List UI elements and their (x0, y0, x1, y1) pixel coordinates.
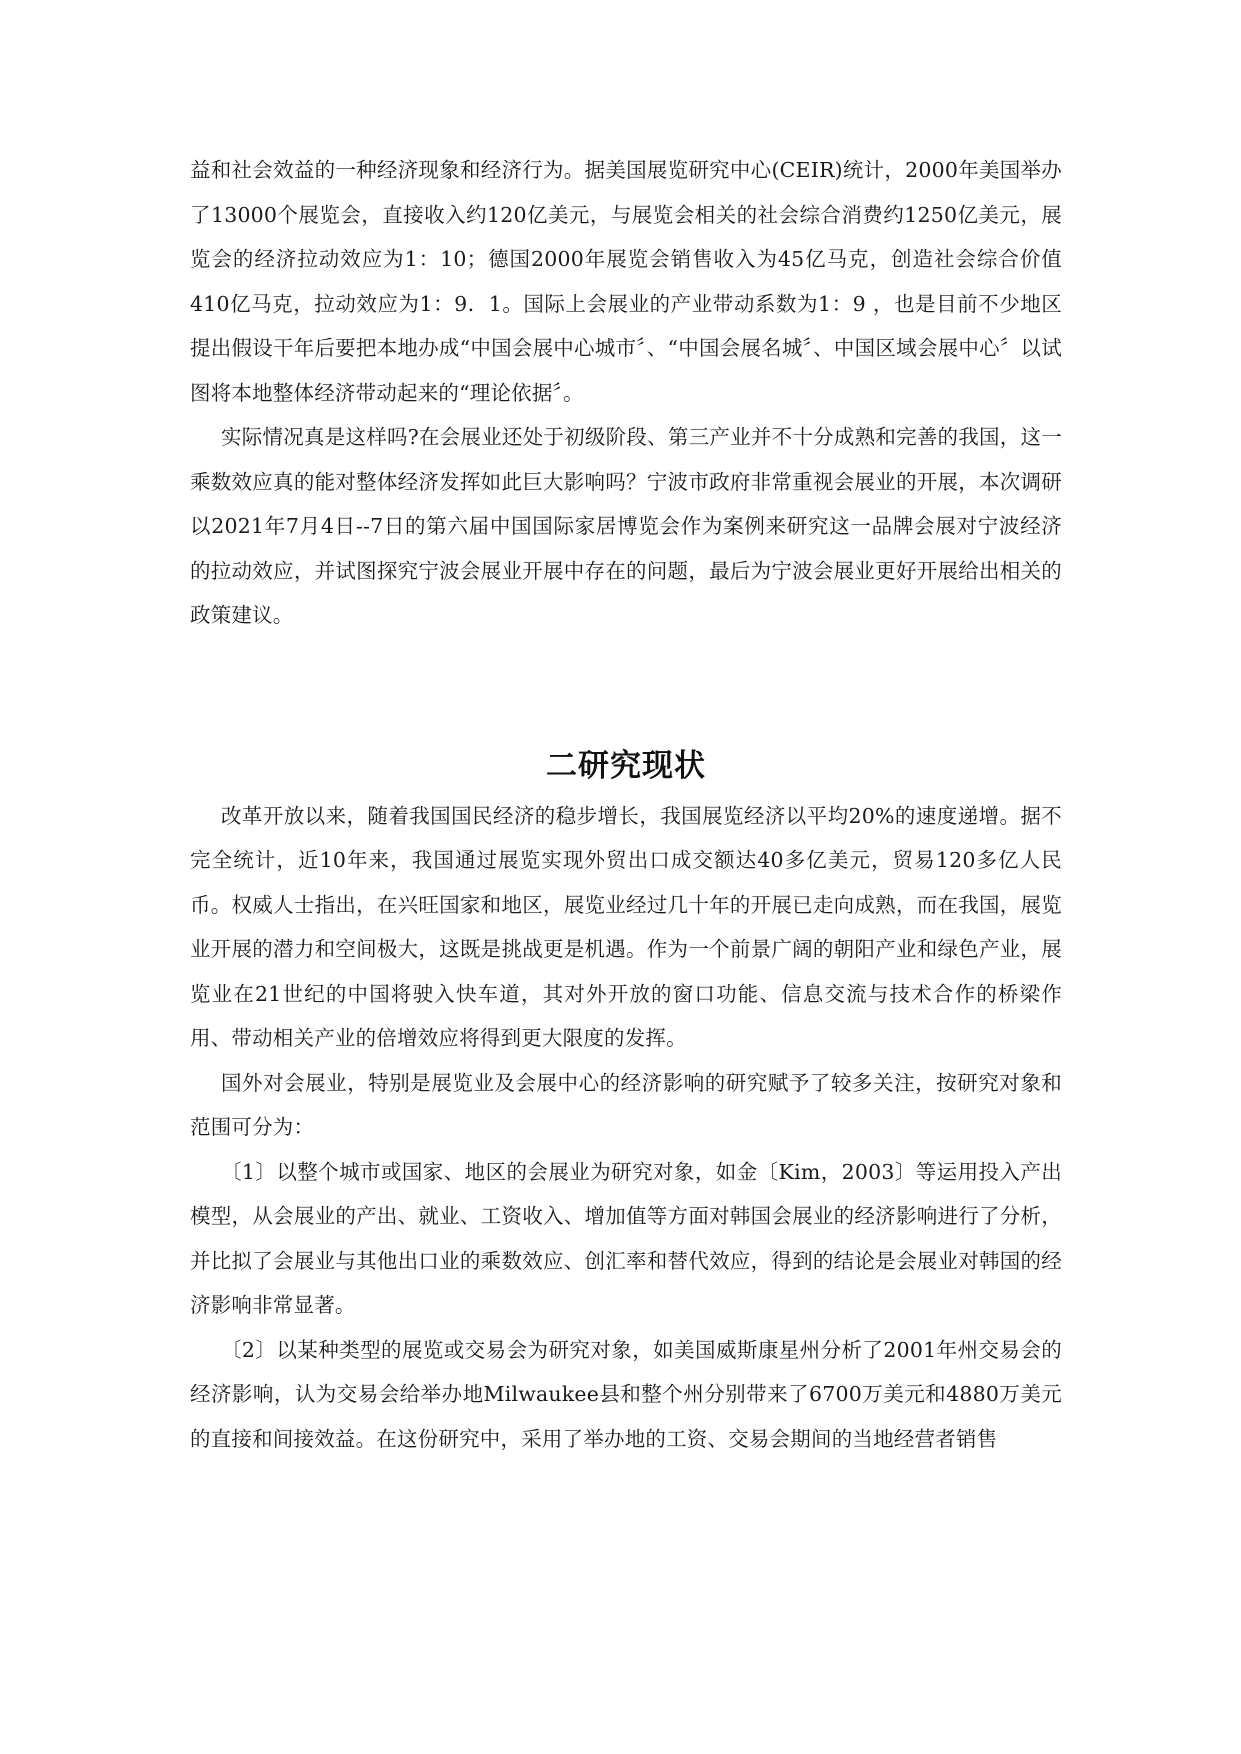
body-paragraph-continued: 益和社会效益的一种经济现象和经济行为。据美国展览研究中心(CEIR)统计，2000年美国举办了13000个展览会，直接收入约120亿美元，与展览会相关的社会综合消费约1250亿美元，展览会的经济拉动效应为1：10；德国2000年展览会销售收入为45亿马克，创造社会综合价值410亿马克，拉动效应为1：9．1。国际上会展业的产业带动系数为1：9 ，也是目前不少地区提出假设干年后要把本地办成“中国会展中心城市〞、“中国会展名城〞、中国区域会展中心〞以试图将本地整体经济带动起来的“理论依据〞。 (190, 158, 1062, 405)
body-paragraph: 国外对会展业，特别是展览业及会展中心的经济影响的研究赋予了较多关注，按研究对象和范围可分为： (190, 1070, 1062, 1139)
section-title: 二研究现状 (546, 747, 706, 784)
body-paragraph: 〔2〕以某种类型的展览或交易会为研究对象，如美国威斯康星州分析了2001年州交易会的经济影响，认为交易会给举办地Milwaukee县和整个州分别带来了6700万美元和4880万美元的直接和间接效益。在这份研究中，采用了举办地的工资、交易会期间的当地经营者销售 (190, 1337, 1062, 1451)
body-paragraph: 〔1〕以整个城市或国家、地区的会展业为研究对象，如金〔Kim，2003〕等运用投入产出模型，从会展业的产出、就业、工资收入、增加值等方面对韩国会展业的经济影响进行了分析，并比拟了会展业与其他出口业的乘数效应、创汇率和替代效应，得到的结论是会展业对韩国的经济影响非常显著。 (190, 1159, 1062, 1317)
document-page (190, 148, 1062, 1461)
body-paragraph: 改革开放以来，随着我国国民经济的稳步增长，我国展览经济以平均20%的速度递增。据不完全统计，近10年来，我国通过展览实现外贸出口成交额达40多亿美元，贸易120多亿人民币。权威人士指出，在兴旺国家和地区，展览业经过几十年的开展已走向成熟，而在我国，展览业开展的潜力和空间极大，这既是挑战更是机遇。作为一个前景广阔的朝阳产业和绿色产业，展览业在21世纪的中国将驶入快车道，其对外开放的窗口功能、信息交流与技术合作的桥梁作用、带动相关产业的倍增效应将得到更大限度的发挥。 (190, 803, 1062, 1050)
body-paragraph: 实际情况真是这样吗?在会展业还处于初级阶段、第三产业并不十分成熟和完善的我国，这一乘数效应真的能对整体经济发挥如此巨大影响吗？宁波市政府非常重视会展业的开展，本次调研以2021年7月4日--7日的第六届中国国际家居博览会作为案例来研究这一品牌会展对宁波经济的拉动效应，并试图探究宁波会展业开展中存在的问题，最后为宁波会展业更好开展给出相关的政策建议。 (190, 425, 1062, 627)
section-spacer (190, 638, 1062, 738)
